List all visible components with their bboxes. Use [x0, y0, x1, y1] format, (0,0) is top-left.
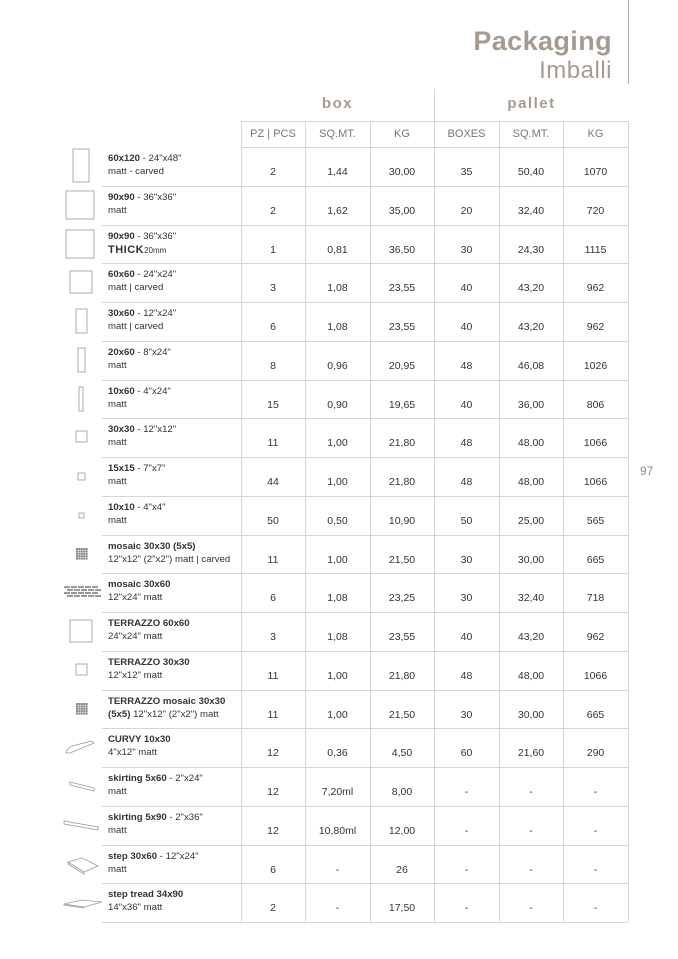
- table-cell: 962: [586, 321, 605, 333]
- mosaic-grid-icon: [62, 536, 102, 572]
- step-icon: [62, 846, 102, 882]
- table-cell: 6: [270, 864, 276, 876]
- table-cell: 10,80ml: [318, 825, 357, 837]
- table-cell: 36,00: [517, 399, 545, 411]
- table-cell: 1: [270, 244, 276, 256]
- table-cell: 36,50: [388, 244, 416, 256]
- table-cell: 26: [396, 864, 408, 876]
- table-cell: 2: [270, 205, 276, 217]
- skirting-short-icon: [62, 768, 102, 804]
- row-line: [241, 147, 628, 148]
- table-cell: 0,50: [327, 515, 348, 527]
- table-cell: -: [529, 825, 533, 837]
- table-cell: 665: [586, 554, 605, 566]
- table-cell: 1,44: [327, 166, 348, 178]
- product-label: [108, 773, 240, 798]
- product-name: TERRAZZO 60x60: [108, 618, 190, 629]
- table-cell: 565: [586, 515, 605, 527]
- table-cell: 40: [460, 631, 473, 643]
- table-cell: 43,20: [517, 282, 545, 294]
- table-cell: 12: [267, 825, 279, 837]
- product-name: 90x90: [108, 231, 135, 242]
- table-cell: 30,00: [388, 166, 416, 178]
- product-name: 10x10: [108, 502, 135, 513]
- table-cell: 43,20: [517, 631, 545, 643]
- table-cell: 11: [267, 670, 279, 682]
- square-large-icon: [62, 187, 102, 223]
- table-cell: 1,00: [327, 709, 348, 721]
- product-name: skirting 5x60: [108, 773, 167, 784]
- table-cell: 0,96: [327, 360, 348, 372]
- product-size: - 36"x36": [134, 192, 177, 203]
- table-cell: 32,40: [517, 205, 545, 217]
- table-cell: 48,00: [517, 437, 545, 449]
- table-cell: 3: [270, 631, 276, 643]
- table-cell: 2: [270, 166, 276, 178]
- table-cell: 60: [460, 747, 473, 759]
- column-header: SQ.MT.: [319, 128, 356, 140]
- row-line: [102, 845, 628, 846]
- square-tiny-icon: [62, 497, 102, 533]
- column-line: [628, 121, 629, 922]
- title-english: Packaging: [473, 26, 612, 56]
- product-label: [108, 192, 240, 217]
- product-label: [108, 579, 240, 604]
- row-line: [102, 573, 628, 574]
- product-description: matt | carved: [108, 281, 164, 293]
- product-label: [108, 153, 240, 178]
- table-cell: 3: [270, 282, 276, 294]
- product-description: matt | carved: [108, 320, 164, 332]
- row-line: [102, 341, 628, 342]
- row-line: [102, 535, 628, 536]
- table-cell: 1066: [583, 670, 608, 682]
- row-line: [102, 612, 628, 613]
- product-name: step tread 34x90: [108, 889, 184, 900]
- product-label: [108, 231, 240, 257]
- product-description: matt: [108, 475, 127, 487]
- table-cell: 1,00: [327, 670, 348, 682]
- table-cell: 1,00: [327, 476, 348, 488]
- page-number: 97: [640, 464, 654, 478]
- table-cell: 12,00: [388, 825, 416, 837]
- product-description: 4"x12" matt: [108, 746, 157, 758]
- row-line: [102, 496, 628, 497]
- table-cell: -: [593, 864, 598, 876]
- table-cell: 43,20: [517, 321, 545, 333]
- table-cell: 15: [267, 399, 279, 411]
- product-size: - 7"x7": [134, 463, 166, 474]
- step-tread-icon: [62, 884, 102, 920]
- table-cell: 21,50: [388, 709, 416, 721]
- square-xsmall-icon: [62, 458, 102, 494]
- square-large-icon: [62, 226, 102, 262]
- row-line: [102, 690, 628, 691]
- square-medium-icon: [62, 264, 102, 300]
- product-size: - 24"x24": [134, 269, 177, 280]
- product-size: - 4"x4": [134, 502, 166, 513]
- product-label: [108, 541, 240, 566]
- product-description: 12"x12" (2"x2") matt: [130, 708, 219, 720]
- table-cell: 1,08: [327, 282, 348, 294]
- table-cell: -: [593, 825, 598, 837]
- table-cell: -: [593, 786, 598, 798]
- table-cell: 50: [460, 515, 473, 527]
- table-cell: 1,08: [327, 321, 348, 333]
- product-description: matt: [108, 398, 127, 410]
- product-description: matt: [108, 863, 127, 875]
- product-name: mosaic 30x60: [108, 579, 171, 590]
- product-size: - 4"x24": [134, 386, 171, 397]
- table-cell: 6: [270, 592, 276, 604]
- column-header: KG: [394, 128, 410, 140]
- table-cell: 0,81: [327, 244, 348, 256]
- table-cell: 1,08: [327, 631, 348, 643]
- table-cell: 19,65: [388, 399, 416, 411]
- table-cell: 1115: [584, 244, 607, 256]
- product-name: TERRAZZO mosaic 30x30: [108, 696, 226, 707]
- product-label: [108, 618, 240, 643]
- product-label: [108, 347, 240, 372]
- mosaic-grid-icon: [62, 691, 102, 727]
- row-line: [102, 651, 628, 652]
- group-header-box: box: [321, 95, 354, 112]
- table-cell: 1066: [583, 476, 608, 488]
- product-name: 10x60: [108, 386, 135, 397]
- product-description: THICK: [108, 243, 145, 256]
- table-cell: 35: [460, 166, 473, 178]
- table-cell: 48,00: [517, 476, 545, 488]
- column-header: BOXES: [447, 128, 486, 140]
- table-cell: 21,50: [388, 554, 416, 566]
- product-size: - 2"x24": [166, 773, 203, 784]
- header-divider: [628, 0, 629, 84]
- row-line: [102, 302, 628, 303]
- table-cell: 1,08: [327, 592, 348, 604]
- table-cell: 962: [586, 282, 605, 294]
- column-header: PZ | PCS: [250, 128, 296, 140]
- table-cell: 962: [586, 631, 605, 643]
- table-cell: 11: [267, 709, 279, 721]
- table-cell: 11: [267, 554, 279, 566]
- table-cell: 30,00: [517, 709, 545, 721]
- table-cell: 1,00: [327, 437, 348, 449]
- row-line: [102, 728, 628, 729]
- table-cell: 2: [270, 902, 276, 914]
- product-name: step 30x60: [108, 851, 158, 862]
- row-line: [102, 767, 628, 768]
- table-cell: 8,00: [391, 786, 413, 798]
- product-name: 15x15: [108, 463, 135, 474]
- product-name-cont: (5x5): [108, 708, 131, 720]
- table-cell: 35,00: [388, 205, 416, 217]
- column-header: KG: [587, 128, 604, 140]
- product-size: - 2"x36": [166, 812, 203, 823]
- product-size: - 8"x24": [134, 347, 171, 358]
- product-description: matt: [108, 359, 127, 371]
- product-name: CURVY 10x30: [108, 734, 171, 745]
- product-size: - 36"x36": [134, 231, 177, 242]
- product-name: 30x60: [108, 308, 135, 319]
- table-cell: 30: [460, 244, 473, 256]
- product-label: [108, 269, 240, 294]
- table-cell: 23,55: [388, 631, 416, 643]
- product-name: 20x60: [108, 347, 135, 358]
- row-line: [102, 225, 628, 226]
- table-cell: -: [335, 902, 340, 914]
- product-label: [108, 424, 240, 449]
- table-cell: 30: [460, 554, 473, 566]
- page-title: [473, 26, 612, 85]
- table-cell: 1070: [583, 166, 608, 178]
- table-cell: 17,50: [388, 902, 416, 914]
- table-cell: 21,80: [388, 670, 416, 682]
- table-cell: 50: [267, 515, 279, 527]
- row-line: [102, 806, 628, 807]
- product-name: 90x90: [108, 192, 135, 203]
- table-cell: -: [464, 864, 469, 876]
- product-description: matt: [108, 204, 127, 216]
- table-cell: 30,00: [517, 554, 545, 566]
- row-line: [102, 418, 628, 419]
- table-cell: 11: [267, 437, 279, 449]
- table-cell: 24,30: [517, 244, 545, 256]
- row-line: [102, 186, 628, 187]
- product-name: 60x120: [108, 153, 141, 164]
- table-cell: 20,95: [388, 360, 416, 372]
- table-cell: 40: [460, 321, 473, 333]
- product-description: matt: [108, 785, 127, 797]
- product-size: - 12"x24": [134, 308, 177, 319]
- product-size: - 12"x24": [157, 851, 199, 862]
- product-label: [108, 812, 240, 837]
- square-small-icon: [62, 652, 102, 688]
- table-cell: 10,90: [388, 515, 416, 527]
- mosaic-brick-icon: [62, 574, 102, 610]
- product-description: matt: [108, 824, 127, 836]
- table-cell: 23,25: [388, 592, 416, 604]
- thickness-note: 20mm: [144, 245, 167, 255]
- table-cell: 50,40: [517, 166, 545, 178]
- table-cell: 48: [460, 670, 473, 682]
- product-label: [108, 463, 240, 488]
- product-description: 14"x36" matt: [108, 901, 163, 913]
- table-cell: 40: [460, 399, 473, 411]
- table-cell: -: [464, 902, 469, 914]
- table-cell: 21,80: [388, 476, 416, 488]
- table-cell: 6: [270, 321, 276, 333]
- product-label: [108, 889, 240, 914]
- table-cell: 23,55: [388, 282, 416, 294]
- row-line: [102, 883, 628, 884]
- product-label: [108, 657, 240, 682]
- product-description: matt: [108, 436, 127, 448]
- product-name: 60x60: [108, 269, 135, 280]
- table-cell: 40: [460, 282, 473, 294]
- product-size: - 12"x12": [134, 424, 177, 435]
- rect-slim-icon: [62, 381, 102, 417]
- product-name: mosaic 30x30 (5x5): [108, 541, 196, 552]
- table-cell: 4,50: [391, 747, 413, 759]
- table-cell: 718: [586, 592, 605, 604]
- table-cell: -: [464, 786, 469, 798]
- table-cell: 12: [267, 786, 279, 798]
- table-cell: 48: [460, 437, 473, 449]
- product-label: [108, 308, 240, 333]
- product-name: 30x30: [108, 424, 135, 435]
- row-line: [102, 922, 628, 923]
- product-label: [108, 734, 240, 759]
- rect-narrow-icon: [62, 342, 102, 378]
- table-cell: 23,55: [388, 321, 416, 333]
- table-cell: 290: [586, 747, 605, 759]
- table-cell: -: [529, 786, 533, 798]
- row-line: [102, 263, 628, 264]
- table-cell: 21,60: [517, 747, 545, 759]
- table-cell: 48: [460, 360, 473, 372]
- table-cell: 48: [460, 476, 473, 488]
- product-description: 24"x24" matt: [108, 630, 163, 642]
- product-description: 12"x12" matt: [108, 669, 163, 681]
- table-cell: 665: [586, 709, 605, 721]
- table-cell: 1,62: [327, 205, 348, 217]
- table-cell: -: [529, 902, 533, 914]
- column-header: SQ.MT.: [512, 128, 550, 140]
- table-cell: 0,90: [327, 399, 348, 411]
- table-cell: 1066: [583, 437, 608, 449]
- table-cell: 20: [460, 205, 473, 217]
- table-cell: -: [529, 864, 533, 876]
- group-divider-line: [434, 89, 435, 121]
- table-cell: 12: [267, 747, 279, 759]
- table-cell: 21,80: [388, 437, 416, 449]
- product-label: [108, 851, 240, 876]
- table-cell: 44: [267, 476, 279, 488]
- product-label: [108, 696, 240, 721]
- table-cell: -: [593, 902, 598, 914]
- table-cell: 46,08: [517, 360, 545, 372]
- square-small-icon: [62, 419, 102, 455]
- product-name: skirting 5x90: [108, 812, 167, 823]
- table-cell: 30: [460, 592, 473, 604]
- group-header-pallet: pallet: [507, 95, 556, 112]
- curvy-tile-icon: [62, 729, 102, 765]
- table-cell: 30: [460, 709, 473, 721]
- table-cell: 48,00: [517, 670, 545, 682]
- table-cell: 720: [586, 205, 605, 217]
- table-cell: 7,20ml: [321, 786, 354, 798]
- product-size: - 24"x48": [140, 153, 182, 164]
- product-label: [108, 386, 240, 411]
- rect-medium-icon: [62, 303, 102, 339]
- table-cell: 0,36: [327, 747, 348, 759]
- product-description: matt: [108, 514, 127, 526]
- table-cell: 8: [270, 360, 276, 372]
- title-italian: Imballi: [539, 57, 612, 84]
- product-label: [108, 502, 240, 527]
- table-cell: 806: [586, 399, 605, 411]
- table-cell: 25,00: [517, 515, 545, 527]
- row-line: [102, 457, 628, 458]
- rect-tall-icon: [62, 148, 102, 184]
- product-description: 12"x24" matt: [108, 591, 163, 603]
- skirting-long-icon: [62, 807, 102, 843]
- product-description: matt - carved: [108, 165, 164, 177]
- table-cell: 1,00: [327, 554, 348, 566]
- table-cell: -: [335, 864, 340, 876]
- table-cell: 32,40: [517, 592, 545, 604]
- product-description: 12"x12" (2"x2") matt | carved: [108, 553, 231, 565]
- square-medium-icon: [62, 613, 102, 649]
- table-cell: -: [464, 825, 469, 837]
- table-cell: 1026: [583, 360, 608, 372]
- product-name: TERRAZZO 30x30: [108, 657, 190, 668]
- row-line: [102, 380, 628, 381]
